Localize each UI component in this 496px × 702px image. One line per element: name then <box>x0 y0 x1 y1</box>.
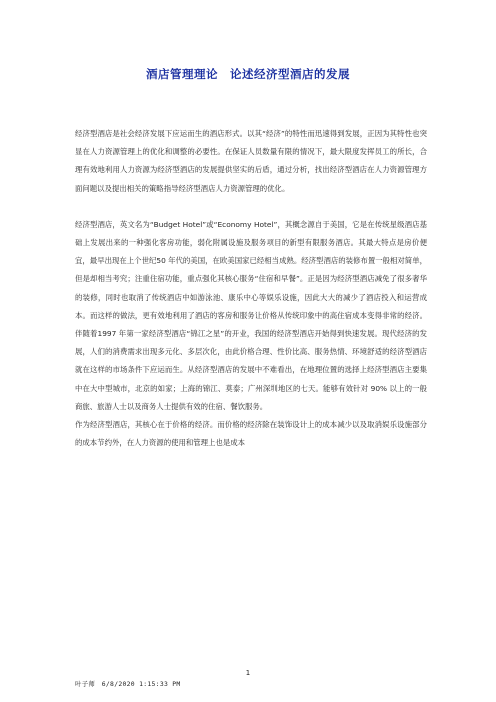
paragraph-definition: 经济型酒店，英文名为“Budget Hotel”或“Economy Hotel”，其概念源自于美国，它是在传统星级酒店基础上发展出来的一种强化客房功能，弱化附属设施及服务项目的新型有限服务酒店。其最大特点是房价便宜，最早出现在上个世纪50 年代的美国，在欧美国家已经相当成熟。经济型酒店的装修布置一般相对简单，但是却相当考究；注重住宿功能，重点强化其核心服务“住宿和早餐”。正是因为经济型酒店减免了很多奢华的装修，同时也取消了传统酒店中如游泳池、康乐中心等娱乐设施，因此大大的减少了酒店投入和运营成本。而这样的做法，更有效地利用了酒店的客房和服务让价格从传统印象中的高住宿成本变得非常的经济。伴随着1997 年第一家经济型酒店“锦江之星”的开业，我国的经济型酒店开始得到快速发展。现代经济的发展，人们的消费需求出现多元化、多层次化，由此价格合理、性价比高、服务热情、环境舒适的经济型酒店就在这样的市场条件下应运而生。从经济型酒店的发展中不难看出，在地理位置的选择上经济型酒店主要集中在大中型城市，北京的如家；上海的锦江、莫泰；广州深圳地区的七天。能够有效针对 90% 以上的一般商旅、旅游人士以及商务人士提供有效的住宿、餐饮服务。 <box>75 219 427 411</box>
document-body <box>75 125 427 452</box>
paragraph-gap <box>75 198 427 216</box>
footer-author-timestamp: 叶子师 6/8/2020 1:15:33 PM <box>75 680 181 688</box>
paragraph-abstract: 经济型酒店是社会经济发展下应运而生的酒店形式。以其“经济”的特性而迅速得到发展，正因为其特性也突显在人力资源管理上的优化和调整的必要性。在保证人员数量有限的情况下，最大限度发挥员工的所长，合理有效地利用人力资源为经济型酒店的发展提供坚实的后盾，通过分析，找出经济型酒店在人力资源管理方面问题以及提出相关的策略指导经济型酒店人力资源管理的优化。 <box>75 129 427 193</box>
page-number: 1 <box>245 669 251 677</box>
document-title: 酒店管理理论 论述经济型酒店的发展 <box>146 67 350 81</box>
paragraph-core-value: 作为经济型酒店，其核心在于价格的经济。而价格的经济除在装饰设计上的成本减少以及取消娱乐设施部分的成本节约外，在人力资源的使用和管理上也是成本 <box>75 420 427 448</box>
